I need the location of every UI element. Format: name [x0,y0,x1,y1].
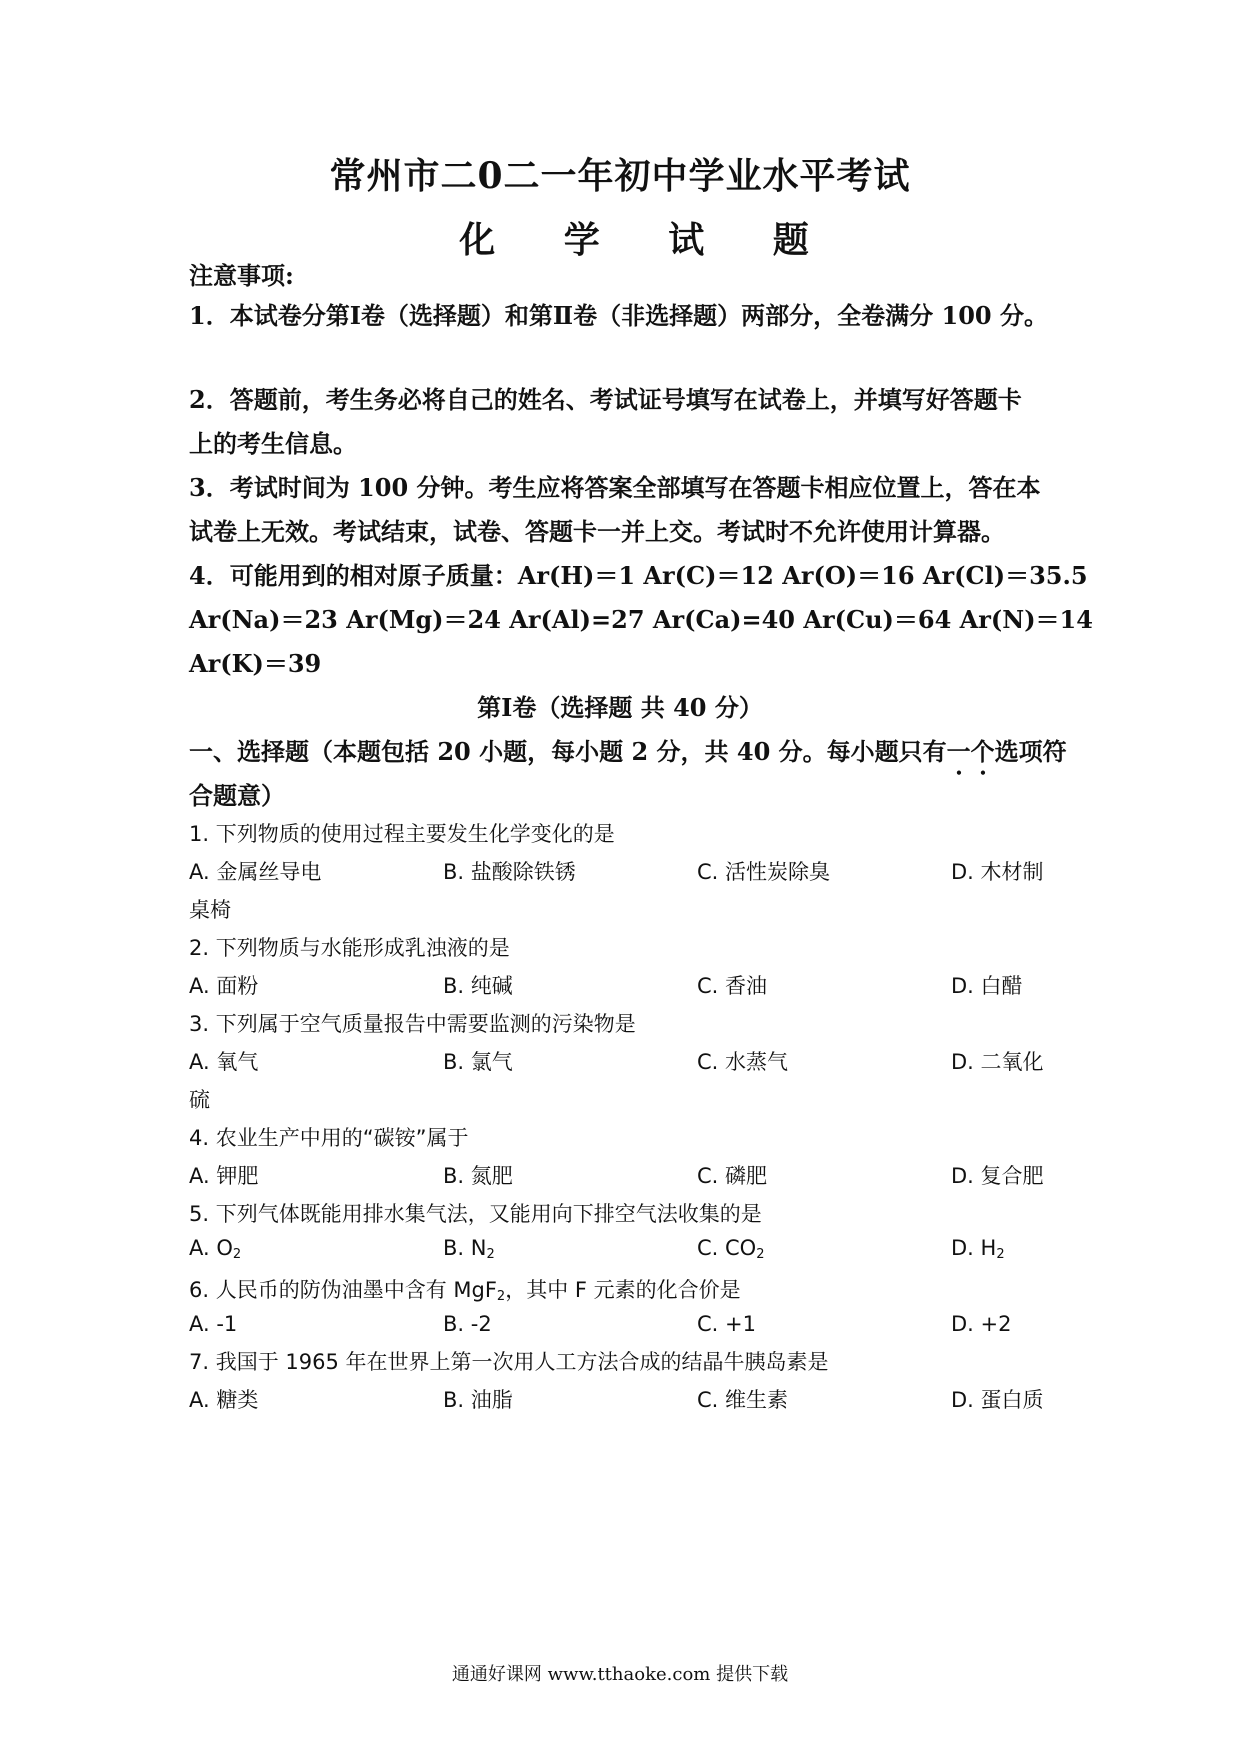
question-2: 2. 下列物质与水能形成乳浊液的是 [189,936,510,960]
option-c: C. 磷肥 [697,1164,768,1188]
option-a: A. $O_2$ [189,1236,242,1262]
option-c: C. $CO_2$ [697,1236,765,1262]
option-d-cont: 硫 [189,1088,210,1112]
option-d: D. 蛋白质 [951,1388,1044,1412]
question-4-options [189,1160,1069,1190]
notice-item-3: 3．考试时间为 100 分钟。考生应将答案全部填写在答题卡相应位置上，答在本 [189,473,1041,502]
notice-item-3-cont: 试卷上无效。考试结束，试卷、答题卡一并上交。考试时不允许使用计算器。 [189,517,1005,546]
option-a: A. 糖类 [189,1388,259,1412]
option-c: C. 维生素 [697,1388,789,1412]
option-d: D. 木材制 [951,860,1044,884]
page-title: 常州市二0二一年初中学业水平考试 [329,155,911,197]
question-3: 3. 下列属于空气质量报告中需要监测的污染物是 [189,1012,636,1036]
option-a: A. 钾肥 [189,1164,259,1188]
section-instructions: 一、选择题（本题包括 20 小题，每小题 2 分，共 40 分。每小题只有一个选项符 [189,737,1067,766]
notice-item-1: 1．本试卷分第Ⅰ卷（选择题）和第Ⅱ卷（非选择题）两部分，全卷满分 100 分。 [189,301,1048,330]
option-d-cont: 桌椅 [189,898,231,922]
question-5-options [189,1236,1069,1266]
question-6-options [189,1312,1069,1342]
question-6: 6. 人民币的防伪油墨中含有 MgF$_2$，其中 F 元素的化合价是 [189,1278,741,1304]
question-2-options [189,970,1069,1000]
option-b: B. -2 [443,1312,492,1336]
notice-item-4: 4．可能用到的相对原子质量：Ar(H)＝1 Ar(C)＝12 Ar(O)＝16 Ar(Cl)＝35.5 [189,561,1088,590]
page-footer: 通通好课网 www.tthaoke.com 提供下载 [451,1664,789,1685]
question-3-options [189,1046,1069,1076]
option-c: C. 香油 [697,974,768,998]
question-1: 1. 下列物质的使用过程主要发生化学变化的是 [189,822,615,846]
question-1-options [189,856,1069,886]
option-d: D. 复合肥 [951,1164,1044,1188]
notice-item-2: 2．答题前，考生务必将自己的姓名、考试证号填写在试卷上，并填写好答题卡 [189,385,1022,414]
question-7-options [189,1384,1069,1414]
option-b: B. $N_2$ [443,1236,495,1262]
option-d: D. 白醋 [951,974,1023,998]
option-d: D. 二氧化 [951,1050,1044,1074]
option-b: B. 油脂 [443,1388,513,1412]
question-5: 5. 下列气体既能用排水集气法，又能用向下排空气法收集的是 [189,1202,762,1226]
option-a: A. 金属丝导电 [189,860,322,884]
option-c: C. 水蒸气 [697,1050,789,1074]
section-title: 第Ⅰ卷（选择题 共 40 分） [477,693,763,722]
question-7: 7. 我国于 1965 年在世界上第一次用人工方法合成的结晶牛胰岛素是 [189,1350,829,1374]
atomic-masses-line-2: Ar(K)＝39 [189,649,322,678]
option-a: A. 氧气 [189,1050,259,1074]
option-d: D. $H_2$ [951,1236,1005,1262]
option-c: C. 活性炭除臭 [697,860,831,884]
question-4: 4. 农业生产中用的“碳铵”属于 [189,1126,469,1150]
option-b: B. 盐酸除铁锈 [443,860,576,884]
option-d: D. +2 [951,1312,1012,1336]
option-b: B. 纯碱 [443,974,513,998]
option-b: B. 氮肥 [443,1164,513,1188]
option-b: B. 氯气 [443,1050,513,1074]
page-subtitle: 化 学 试 题 [459,219,837,261]
option-a: A. 面粉 [189,974,259,998]
section-instructions-cont: 合题意） [189,781,285,810]
notice-heading: 注意事项: [189,261,294,290]
notice-item-2-cont: 上的考生信息。 [189,429,357,458]
option-a: A. -1 [189,1312,238,1336]
atomic-masses-line: Ar(Na)＝23 Ar(Mg)＝24 Ar(Al)=27 Ar(Ca)=40 Ar(Cu)＝64 Ar(N)＝14 [189,605,1093,634]
emphasis-text: 一个 [946,737,995,766]
option-c: C. +1 [697,1312,756,1336]
